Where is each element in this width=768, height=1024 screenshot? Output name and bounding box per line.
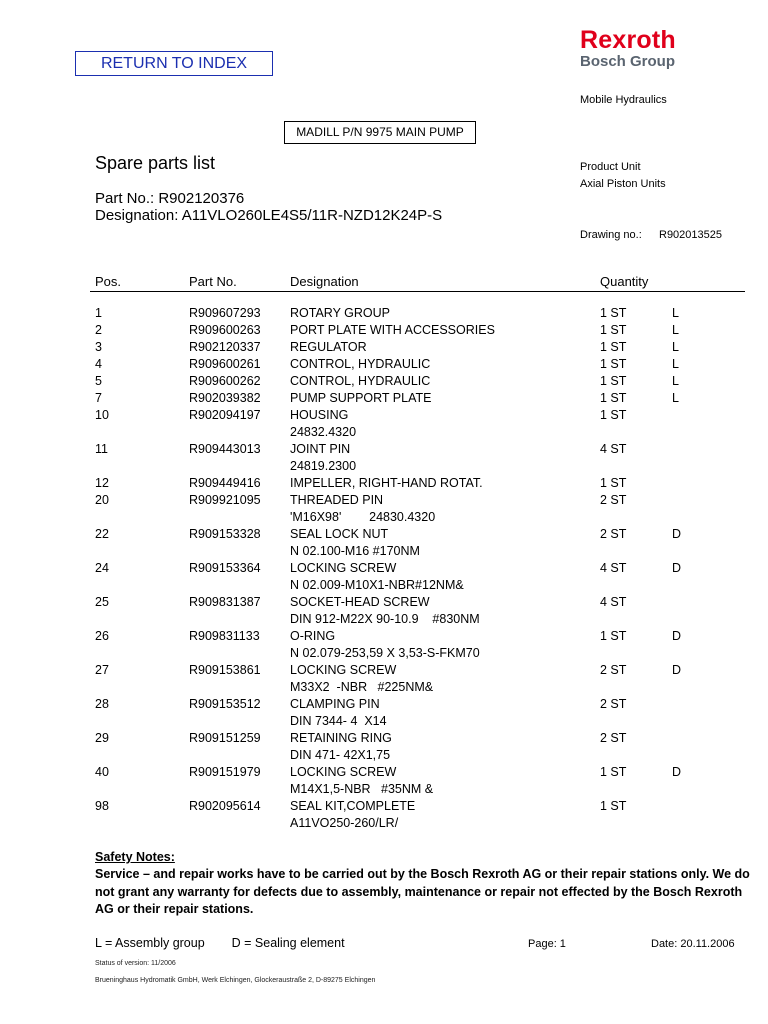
row-detail: 'M16X98' 24830.4320	[290, 510, 436, 524]
table-row-detail	[0, 747, 768, 764]
row-quantity: 1 ST	[600, 323, 627, 337]
row-pos: 20	[95, 493, 109, 507]
row-pos: 4	[95, 357, 102, 371]
table-row	[0, 441, 768, 458]
row-designation: O-RING	[290, 629, 336, 643]
row-quantity: 2 ST	[600, 697, 627, 711]
table-row-detail	[0, 424, 768, 441]
row-code: D	[672, 765, 682, 779]
part-number: Part No.: R902120376	[95, 190, 245, 207]
row-designation: ROTARY GROUP	[290, 306, 391, 320]
table-row	[0, 764, 768, 781]
row-code: D	[672, 527, 682, 541]
row-part-no: R909831133	[189, 629, 260, 643]
logo-name: Rexroth	[580, 26, 676, 54]
table-row	[0, 628, 768, 645]
row-pos: 25	[95, 595, 109, 609]
row-part-no: R902095614	[189, 799, 261, 813]
table-row-detail	[0, 543, 768, 560]
row-designation: PORT PLATE WITH ACCESSORIES	[290, 323, 495, 337]
row-part-no: R902120337	[189, 340, 261, 354]
row-quantity: 2 ST	[600, 527, 627, 541]
table-row	[0, 798, 768, 815]
table-row	[0, 526, 768, 543]
table-row	[0, 594, 768, 611]
header-divider	[90, 291, 745, 292]
row-pos: 98	[95, 799, 109, 813]
table-row-detail	[0, 611, 768, 628]
row-designation: PUMP SUPPORT PLATE	[290, 391, 432, 405]
row-designation: LOCKING SCREW	[290, 663, 397, 677]
row-code: L	[672, 323, 679, 337]
table-row	[0, 407, 768, 424]
row-pos: 27	[95, 663, 109, 677]
row-detail: M14X1,5-NBR #35NM &	[290, 782, 434, 796]
page-title: Spare parts list	[95, 153, 216, 173]
table-row	[0, 560, 768, 577]
row-pos: 2	[95, 323, 102, 337]
row-code: L	[672, 374, 679, 388]
col-header-quantity: Quantity	[600, 274, 649, 289]
row-quantity: 2 ST	[600, 663, 627, 677]
row-part-no: R909600263	[189, 323, 261, 337]
row-detail: 24819.2300	[290, 459, 357, 473]
table-row-detail	[0, 509, 768, 526]
row-designation: IMPELLER, RIGHT-HAND ROTAT.	[290, 476, 483, 490]
row-designation: THREADED PIN	[290, 493, 384, 507]
row-quantity: 4 ST	[600, 561, 627, 575]
safety-text: Service – and repair works have to be carried out by the Bosch Rexroth AG or their repair stations only. We do not grant any warranty for defects due to assembly, maintenance or repair not effected by the Bosch Rexroth AG or their repair stations.	[95, 867, 750, 916]
row-designation: RETAINING RING	[290, 731, 392, 745]
row-code: D	[672, 629, 682, 643]
row-detail: N 02.100-M16 #170NM	[290, 544, 420, 558]
legend	[95, 936, 345, 950]
row-pos: 29	[95, 731, 109, 745]
row-designation: LOCKING SCREW	[290, 561, 397, 575]
logo-group: Bosch Group	[580, 53, 676, 70]
table-row	[0, 492, 768, 509]
row-designation: CONTROL, HYDRAULIC	[290, 357, 431, 371]
row-quantity: 1 ST	[600, 629, 627, 643]
row-quantity: 1 ST	[600, 357, 627, 371]
table-row	[0, 339, 768, 356]
row-detail: N 02.009-M10X1-NBR#12NM&	[290, 578, 464, 592]
row-pos: 28	[95, 697, 109, 711]
row-code: L	[672, 340, 679, 354]
table-row	[0, 730, 768, 747]
row-detail: N 02.079-253,59 X 3,53-S-FKM70	[290, 646, 480, 660]
table-row	[0, 373, 768, 390]
row-pos: 40	[95, 765, 109, 779]
row-quantity: 1 ST	[600, 799, 627, 813]
row-quantity: 4 ST	[600, 442, 627, 456]
table-row	[0, 475, 768, 492]
row-code: D	[672, 561, 682, 575]
row-designation: LOCKING SCREW	[290, 765, 397, 779]
row-part-no: R902039382	[189, 391, 261, 405]
row-pos: 11	[95, 442, 108, 456]
row-pos: 10	[95, 408, 109, 422]
rexroth-logo	[580, 26, 676, 70]
row-detail: 24832.4320	[290, 425, 357, 439]
table-row-detail	[0, 781, 768, 798]
row-part-no: R909443013	[189, 442, 261, 456]
document-date: Date: 20.11.2006	[651, 938, 735, 950]
table-row-detail	[0, 815, 768, 832]
row-designation: JOINT PIN	[290, 442, 351, 456]
row-part-no: R909921095	[189, 493, 261, 507]
row-part-no: R909153364	[189, 561, 261, 575]
table-row	[0, 662, 768, 679]
row-detail: DIN 471- 42X1,75	[290, 748, 391, 762]
row-part-no: R909600262	[189, 374, 261, 388]
row-quantity: 2 ST	[600, 731, 627, 745]
row-part-no: R909449416	[189, 476, 261, 490]
row-quantity: 1 ST	[600, 408, 627, 422]
table-row-detail	[0, 458, 768, 475]
col-header-pos: Pos.	[95, 274, 122, 289]
col-header-part: Part No.	[189, 274, 237, 289]
row-designation: SEAL KIT,COMPLETE	[290, 799, 416, 813]
row-quantity: 2 ST	[600, 493, 627, 507]
table-row-detail	[0, 713, 768, 730]
row-quantity: 1 ST	[600, 306, 627, 320]
row-part-no: R909153512	[189, 697, 261, 711]
row-designation: REGULATOR	[290, 340, 367, 354]
legend-sealing: D = Sealing element	[231, 936, 345, 950]
row-detail: A11VO250-260/LR/	[290, 816, 399, 830]
row-part-no: R909831387	[189, 595, 261, 609]
row-designation: CLAMPING PIN	[290, 697, 380, 711]
legend-assembly: L = Assembly group	[95, 936, 205, 950]
row-quantity: 1 ST	[600, 374, 627, 388]
row-part-no: R909151979	[189, 765, 261, 779]
table-row	[0, 696, 768, 713]
row-quantity: 1 ST	[600, 476, 627, 490]
division-label: Mobile Hydraulics	[580, 94, 667, 106]
row-pos: 3	[95, 340, 102, 354]
row-detail: M33X2 -NBR #225NM&	[290, 680, 434, 694]
row-part-no: R909151259	[189, 731, 261, 745]
row-pos: 22	[95, 527, 109, 541]
row-quantity: 4 ST	[600, 595, 627, 609]
row-part-no: R909600261	[189, 357, 261, 371]
return-to-index-button[interactable]: RETURN TO INDEX	[75, 51, 273, 76]
version-status: Status of version: 11/2006	[95, 960, 176, 967]
table-row-detail	[0, 577, 768, 594]
row-part-no: R909607293	[189, 306, 261, 320]
row-quantity: 1 ST	[600, 340, 627, 354]
row-part-no: R909153328	[189, 527, 261, 541]
safety-notes	[95, 849, 755, 918]
table-row-detail	[0, 645, 768, 662]
row-quantity: 1 ST	[600, 391, 627, 405]
table-row-detail	[0, 679, 768, 696]
table-row	[0, 322, 768, 339]
row-pos: 26	[95, 629, 109, 643]
row-part-no: R902094197	[189, 408, 261, 422]
row-pos: 24	[95, 561, 109, 575]
row-designation: SEAL LOCK NUT	[290, 527, 389, 541]
row-designation: CONTROL, HYDRAULIC	[290, 374, 431, 388]
parts-table	[0, 305, 768, 832]
drawing-value: R902013525	[659, 229, 723, 241]
product-unit-label: Product Unit	[580, 161, 641, 173]
row-pos: 5	[95, 374, 102, 388]
company-address: Brueninghaus Hydromatik GmbH, Werk Elchingen, Glockeraustraße 2, D-89275 Elchingen	[95, 977, 376, 984]
safety-title: Safety Notes:	[95, 850, 175, 864]
row-designation: SOCKET-HEAD SCREW	[290, 595, 430, 609]
row-quantity: 1 ST	[600, 765, 627, 779]
drawing-label: Drawing no.:	[580, 229, 642, 241]
page-number: Page: 1	[528, 938, 566, 950]
col-header-designation: Designation	[290, 274, 359, 289]
row-pos: 1	[95, 306, 102, 320]
row-code: L	[672, 391, 679, 405]
row-code: D	[672, 663, 682, 677]
row-code: L	[672, 306, 679, 320]
row-code: L	[672, 357, 679, 371]
row-detail: DIN 7344- 4 X14	[290, 714, 387, 728]
row-pos: 12	[95, 476, 109, 490]
table-row	[0, 305, 768, 322]
row-pos: 7	[95, 391, 102, 405]
row-part-no: R909153861	[189, 663, 261, 677]
row-designation: HOUSING	[290, 408, 349, 422]
pump-title-box: MADILL P/N 9975 MAIN PUMP	[284, 121, 476, 144]
product-unit-value: Axial Piston Units	[580, 178, 666, 190]
designation: Designation: A11VLO260LE4S5/11R-NZD12K24P-S	[95, 207, 443, 224]
table-row	[0, 356, 768, 373]
row-detail: DIN 912-M22X 90-10.9 #830NM	[290, 612, 480, 626]
table-row	[0, 390, 768, 407]
